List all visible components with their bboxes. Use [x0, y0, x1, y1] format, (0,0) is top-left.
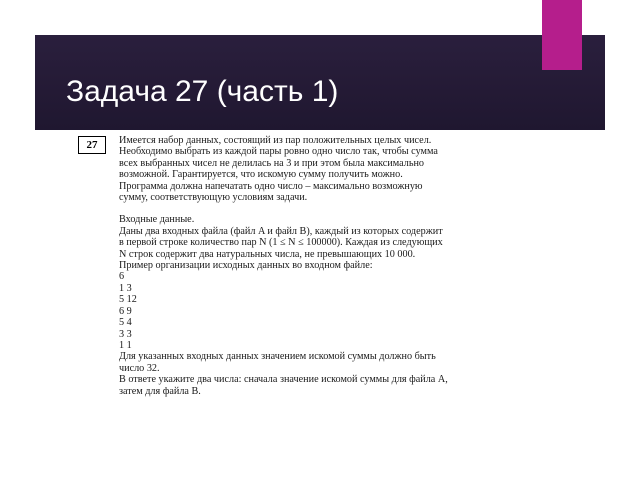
input-desc-line: Даны два входных файла (файл A и файл B), каждый из которых содержит [119, 225, 443, 237]
example-line: 6 9 [119, 305, 132, 317]
answer-note-line: число 32. [119, 362, 160, 374]
answer-note-line: Для указанных входных данных значением искомой суммы должно быть [119, 351, 436, 363]
example-line: 6 [119, 271, 125, 283]
final-note-line: затем для файла B. [119, 385, 201, 397]
example-data [119, 271, 514, 351]
example-line: 5 12 [119, 294, 137, 306]
input-desc-line: в первой строке количество пар N (1 ≤ N ≤ 100000). Каждая из следующих [119, 237, 443, 249]
intro-line: Имеется набор данных, состоящий из пар положительных целых чисел. [119, 135, 432, 146]
intro-line: всех выбранных чисел не делилась на 3 и при этом была максимально [119, 157, 425, 169]
input-heading: Входные данные. [119, 214, 195, 226]
task-text [119, 135, 514, 397]
task-image [62, 130, 517, 430]
intro-line: возможной. Гарантируется, что искомую сумму получить можно. [119, 169, 403, 181]
intro-line: сумму, соответствующую условиям задачи. [119, 192, 308, 204]
example-line: 1 1 [119, 339, 132, 351]
input-desc-line: Пример организации исходных данных во входном файле: [119, 260, 373, 272]
task-number-box: 27 [78, 136, 106, 154]
intro-line: Программа должна напечатать одно число – максимально возможную [119, 180, 423, 192]
accent-bar [542, 0, 582, 70]
example-line: 1 3 [119, 282, 132, 294]
intro-line: Необходимо выбрать из каждой пары ровно одно число так, чтобы сумма [119, 146, 438, 158]
final-note-line: В ответе укажите два числа: сначала значение искомой суммы для файла A, [119, 374, 448, 386]
slide-title: Задача 27 (часть 1) [66, 75, 339, 108]
input-desc-line: N строк содержит два натуральных числа, не превышающих 10 000. [119, 248, 416, 260]
example-line: 5 4 [119, 317, 132, 329]
example-line: 3 3 [119, 328, 132, 340]
